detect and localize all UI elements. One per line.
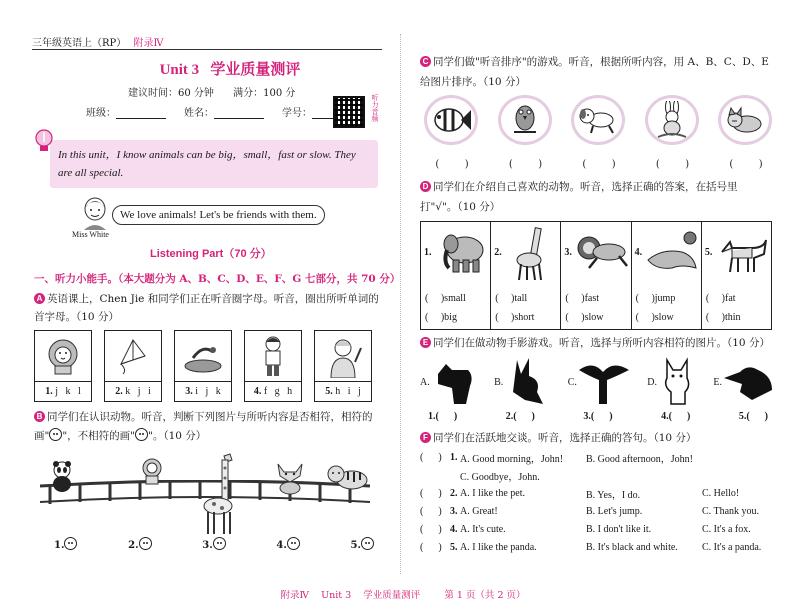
f-row: ( ) 4. A. It's cute. B. I don't like it. C. It's a fox. xyxy=(420,523,751,535)
section-c-items xyxy=(424,95,774,170)
section-d-text xyxy=(420,177,772,217)
section-b-answers xyxy=(54,537,374,551)
c-item xyxy=(424,95,480,170)
listening-heading: Listening Part（70 分） xyxy=(150,248,272,260)
smiley-icon[interactable] xyxy=(361,537,374,550)
c-item xyxy=(718,95,774,170)
rabbit-icon xyxy=(645,95,699,145)
unit-label: Unit 3 xyxy=(159,62,200,78)
e-answer[interactable]: 3.( ) xyxy=(583,411,613,422)
speech-bubble: We love animals! Let's be friends with them. xyxy=(112,205,325,225)
id-label: 学号： xyxy=(282,108,312,119)
a-letters-2[interactable]: 2. k j i xyxy=(104,382,162,402)
f-option-c[interactable]: C. Thank you. xyxy=(702,505,760,517)
f-option-c[interactable]: C. It's a fox. xyxy=(702,523,751,535)
hand-shadow-duck-icon xyxy=(722,356,776,409)
f-option-b[interactable]: B. I don't like it. xyxy=(586,523,652,535)
time-label: 建议时间：60 分钟 xyxy=(128,88,214,99)
f-option-a[interactable]: A. Great! xyxy=(460,505,498,517)
e-answer[interactable]: 1.( ) xyxy=(428,411,458,422)
d-instruction: 同学们在介绍自己喜欢的动物。听音，选择正确的答案，在括号里打"√"。（10 分） xyxy=(420,181,738,213)
intro-text: In this unit，I know animals can be big，small，fast or slow. They are all special. xyxy=(58,149,356,179)
f-row: ( ) 5. A. I like the panda. B. It's black and white. C. It's a panda. xyxy=(420,541,762,553)
smiley-icon[interactable] xyxy=(64,537,77,550)
a-item xyxy=(34,330,92,402)
hand-shadow-cat-icon xyxy=(657,356,697,409)
qr-code[interactable] xyxy=(333,96,365,128)
teacher-avatar xyxy=(80,196,110,230)
hand-shadow-bird-icon xyxy=(577,356,631,409)
f-option-b[interactable]: B. Let's jump. xyxy=(586,505,643,517)
d-option[interactable]: ( )slow xyxy=(635,312,674,323)
hand-shadow-dog-icon xyxy=(430,356,478,409)
e-answer[interactable]: 2.( ) xyxy=(505,411,535,422)
e-answer[interactable]: 4.( ) xyxy=(661,411,691,422)
fox-icon xyxy=(272,460,308,499)
f-option-c[interactable]: C. Hello! xyxy=(702,487,740,499)
name-blank[interactable] xyxy=(214,104,264,119)
d-option[interactable]: ( )thin xyxy=(705,312,741,323)
boy-icon xyxy=(244,330,302,382)
dog-icon xyxy=(571,95,625,145)
f-option-b[interactable]: B. Good afternoon，John! xyxy=(586,453,693,465)
badge-d: D xyxy=(420,181,431,192)
page-title xyxy=(130,58,330,79)
section-e-text xyxy=(420,333,772,353)
d-option[interactable]: ( )jump xyxy=(635,293,676,304)
f-row: ( ) 1. A. Good morning，John! B. Good afternoon，John! xyxy=(420,451,693,465)
f-option-a[interactable]: A. I like the panda. xyxy=(460,541,537,553)
d-cell: 4. ( )jump ( )slow xyxy=(632,222,702,329)
a-item xyxy=(314,330,372,402)
student-info xyxy=(86,104,362,119)
section-f-text xyxy=(420,428,772,448)
badge-f: F xyxy=(420,432,431,443)
a-letters-4[interactable]: 4. f g h xyxy=(244,382,302,402)
lion-icon xyxy=(575,232,629,275)
bird-icon xyxy=(498,95,552,145)
f-instruction: 同学们在活跃地交谈。听音，选择正确的答句。（10 分） xyxy=(433,432,697,444)
f-blank[interactable]: ( ) xyxy=(420,505,442,517)
c-blank[interactable]: ( ) xyxy=(508,159,543,170)
fish-icon xyxy=(424,95,478,145)
title-name: 学业质量测评 xyxy=(210,60,301,78)
c-blank[interactable]: ( ) xyxy=(582,159,616,170)
lion-icon xyxy=(34,330,92,382)
fox-icon xyxy=(718,232,768,279)
lion-icon xyxy=(140,458,164,489)
section-a-items xyxy=(34,330,372,402)
book-label: 三年级英语上（RP） xyxy=(32,38,127,49)
e-pic: D. xyxy=(647,356,697,409)
b-answer[interactable]: 3. xyxy=(202,537,225,551)
f-option-a[interactable]: A. I like the pet. xyxy=(460,487,525,499)
section-label: 附录Ⅳ xyxy=(133,38,164,49)
badge-e: E xyxy=(420,337,431,348)
f-option-b[interactable]: B. Yes，I do. xyxy=(586,489,641,501)
a-instruction: 英语课上，Chen Jie 和同学们正在听音圈字母。听音，圈出所听单词的首字母。（10 分） xyxy=(34,293,379,323)
f-row xyxy=(420,466,780,484)
part1-label: 一、听力小能手。（本大题分为 A、B、C、D、E、F、G 七部分，共 70 分） xyxy=(34,273,401,285)
elephant-icon xyxy=(439,228,487,279)
f-option-c[interactable]: C. It's a panda. xyxy=(702,541,762,553)
section-d-table xyxy=(420,221,772,330)
c-item xyxy=(645,95,701,170)
panda-icon xyxy=(48,460,76,495)
f-blank[interactable]: ( ) xyxy=(420,487,442,499)
f-blank[interactable]: ( ) xyxy=(420,541,442,553)
kite-icon xyxy=(104,330,162,382)
smiley-icon[interactable] xyxy=(287,537,300,550)
d-cell: 2. ( )tall ( )short xyxy=(491,222,561,329)
d-cell: 3. ( )fast ( )slow xyxy=(561,222,631,329)
b-answer[interactable]: 1. xyxy=(54,537,77,551)
c-item xyxy=(498,95,554,170)
badge-a: A xyxy=(34,293,45,304)
a-item xyxy=(244,330,302,402)
b-answer[interactable]: 5. xyxy=(351,537,374,551)
d-cell: 5. ( )fat ( )thin xyxy=(702,222,771,329)
section-a-text xyxy=(34,290,386,326)
hand-shadow-rabbit-icon xyxy=(503,356,551,409)
intro-box xyxy=(50,140,378,188)
badge-b: B xyxy=(34,411,45,422)
section-c-text xyxy=(420,52,770,92)
c-instruction: 同学们做"听音排序"的游戏。听音，根据所听内容，用 A、B、C、D、E 给图片排序。（10 分） xyxy=(420,56,769,88)
hi-icon xyxy=(314,330,372,382)
f-blank[interactable]: ( ) xyxy=(420,523,442,535)
frown-icon xyxy=(135,428,148,441)
b-answer[interactable]: 4. xyxy=(276,537,299,551)
smiley-icon[interactable] xyxy=(213,537,226,550)
d-option[interactable]: ( )tall xyxy=(495,293,528,304)
f-option-b[interactable]: B. It's black and white. xyxy=(586,541,678,553)
section-f-rows xyxy=(420,448,780,556)
e-pic: B. xyxy=(494,356,551,409)
d-option[interactable]: ( )small xyxy=(425,293,466,304)
jump-icon xyxy=(174,330,232,382)
f-option-a[interactable]: A. It's cute. xyxy=(460,523,506,535)
teacher-name: Miss White xyxy=(72,230,109,239)
page-footer xyxy=(0,576,800,599)
e-pic: A. xyxy=(420,356,478,409)
smiley-icon[interactable] xyxy=(139,537,152,550)
d-option[interactable]: ( )fast xyxy=(565,293,600,304)
footer-text: 附录Ⅳ Unit 3 学业质量测评 第 1 页（共 2 页） xyxy=(280,590,526,599)
a-letters-5[interactable]: 5. h i j xyxy=(314,382,372,402)
smile-icon xyxy=(49,428,62,441)
lightbulb-icon xyxy=(34,128,54,156)
f-blank[interactable]: ( ) xyxy=(420,451,442,463)
c-blank[interactable]: ( ) xyxy=(655,159,690,170)
d-option[interactable]: ( )fat xyxy=(705,293,736,304)
f-option-c[interactable]: C. Goodbye，John. xyxy=(460,471,540,483)
cat-icon xyxy=(718,95,772,145)
a-letters-1[interactable]: 1. j k l xyxy=(34,382,92,402)
b-answer[interactable]: 2. xyxy=(128,537,151,551)
section-b-text: B 同学们在认识动物。听音，判断下列图片与所听内容是否相符，相符的画" "，不相符的画" "。（10 分） xyxy=(34,411,373,442)
f-option-a[interactable]: A. Good morning，John! xyxy=(460,453,564,465)
d-option[interactable]: ( )big xyxy=(425,312,457,323)
name-label: 姓名： xyxy=(184,108,214,119)
c-item xyxy=(571,95,627,170)
score-label: 满分：100 分 xyxy=(233,88,296,99)
giraffe-icon xyxy=(200,452,240,539)
seal-icon xyxy=(642,230,700,277)
meta-time-score xyxy=(128,84,295,99)
e-pic: C. xyxy=(568,356,631,409)
d-option[interactable]: ( )slow xyxy=(565,312,604,323)
class-blank[interactable] xyxy=(116,104,166,119)
a-letters-3[interactable]: 3. i j k xyxy=(174,382,232,402)
badge-c: C xyxy=(420,56,431,67)
section-e-answers xyxy=(428,411,768,422)
d-cell: 1. ( )small ( )big xyxy=(421,222,491,329)
a-item xyxy=(104,330,162,402)
column-divider xyxy=(400,34,401,574)
a-item xyxy=(174,330,232,402)
e-answer[interactable]: 5.( ) xyxy=(738,411,768,422)
page-header xyxy=(32,34,382,50)
tiger-icon xyxy=(326,462,370,497)
c-blank[interactable]: ( ) xyxy=(435,159,469,170)
f-row: ( ) 2. A. I like the pet. B. Yes，I do. C. Hello! xyxy=(420,487,740,501)
d-option[interactable]: ( )short xyxy=(495,312,535,323)
c-blank[interactable]: ( ) xyxy=(729,159,763,170)
f-row: ( ) 3. A. Great! B. Let's jump. C. Thank you. xyxy=(420,505,760,517)
class-label: 班级： xyxy=(86,108,116,119)
e-pic: E. xyxy=(713,356,776,409)
section-e-pics xyxy=(420,356,776,409)
qr-side-label: 听力音频 xyxy=(371,94,379,122)
giraffe-icon xyxy=(513,224,549,285)
e-instruction: 同学们在做动物手影游戏。听音，选择与所听内容相符的图片。（10 分） xyxy=(433,337,770,349)
